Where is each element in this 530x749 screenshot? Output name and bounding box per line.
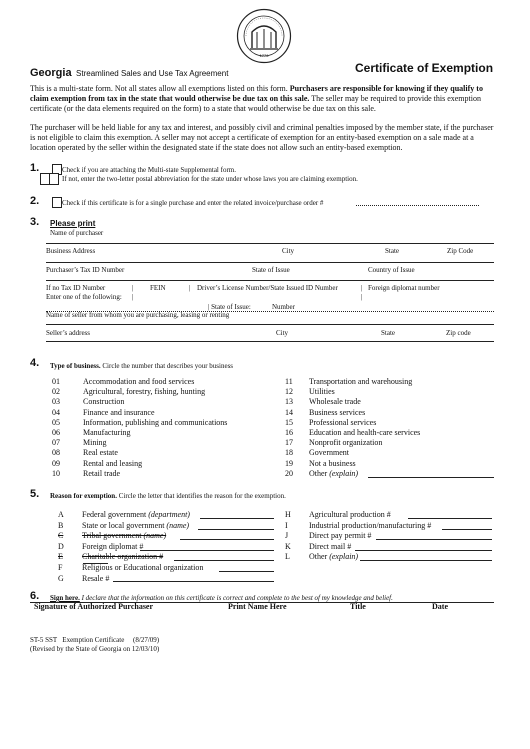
intro-paragraph-1: This is a multi-state form. Not all states allow all exemptions listed on this form. Purchasers are responsible for knowing if they qualify to claim exemption from tax in the state that would otherwise be due tax on this sale. The seller may be required to provide this exemption certificate (or the data elements required on the form) to a state that would otherwise be due tax on this sale. bbox=[30, 84, 483, 113]
business-type-row[interactable]: 11 Transportation and warehousing bbox=[285, 377, 413, 386]
business-zip-label: Zip Code bbox=[447, 247, 474, 255]
direct-mail-line[interactable] bbox=[355, 550, 492, 551]
religious-strike-mark bbox=[83, 563, 108, 564]
seller-name-line[interactable] bbox=[46, 324, 494, 325]
business-city-label: City bbox=[282, 247, 295, 255]
separator-bar: | bbox=[132, 284, 134, 292]
signature-label: Signature of Authorized Purchaser bbox=[34, 602, 154, 611]
date-label: Date bbox=[432, 602, 448, 611]
exemption-reasons-left bbox=[58, 510, 278, 584]
single-purchase-checkbox[interactable] bbox=[52, 197, 62, 208]
business-type-row[interactable]: 20 Other (explain) bbox=[285, 468, 359, 478]
form-id-footer: ST-5 SST Exemption Certificate (8/27/09) bbox=[30, 636, 160, 644]
reason-row-l[interactable]: L Other (explain) bbox=[285, 552, 359, 562]
section-2-number: 2. bbox=[30, 195, 40, 207]
georgia-state-seal bbox=[236, 8, 292, 64]
seller-state-label: State bbox=[381, 329, 395, 337]
section-3-number: 3. bbox=[30, 216, 40, 228]
sign-here-declaration: Sign here. I declare that the information on this certificate is correct and complete to the best of my knowledge and belief. bbox=[50, 594, 393, 602]
reason-row-h[interactable]: H Agricultural production # bbox=[285, 510, 391, 519]
reason-row-k[interactable]: K Direct mail # bbox=[285, 541, 352, 551]
reason-row-g[interactable]: G Resale # bbox=[58, 573, 110, 583]
reason-row-f[interactable]: F Religious or Educational organization bbox=[58, 562, 204, 572]
separator-bar: | bbox=[361, 293, 363, 301]
purchaser-name-line[interactable] bbox=[46, 243, 494, 244]
business-address-label: Business Address bbox=[46, 247, 96, 255]
reason-row-e[interactable]: E Charitable organization # bbox=[58, 552, 164, 562]
please-print-heading: Please print bbox=[50, 219, 96, 228]
purchaser-name-label: Name of purchaser bbox=[50, 229, 104, 237]
tax-id-country-label: Country of Issue bbox=[368, 266, 415, 274]
invoice-number-line[interactable] bbox=[356, 205, 479, 206]
business-type-row[interactable]: 16 Education and health-care services bbox=[285, 427, 421, 437]
reason-row-d[interactable]: D Foreign diplomat # bbox=[58, 541, 144, 551]
revision-footer: (Revised by the State of Georgia on 12/03/10) bbox=[30, 645, 160, 653]
tax-id-line[interactable] bbox=[46, 280, 494, 281]
drivers-license-label: Driver’s License Number/State Issued ID Number bbox=[197, 284, 338, 292]
business-type-row[interactable]: 18 Government bbox=[285, 448, 349, 458]
section-1-line-2: If not, enter the two-letter postal abbreviation for the state under whose laws you are claiming exemption. bbox=[62, 175, 358, 183]
separator-bar: | bbox=[132, 293, 134, 301]
seal-year: 1776 bbox=[259, 53, 269, 58]
fein-label: FEIN bbox=[150, 284, 166, 292]
charitable-org-line[interactable] bbox=[174, 560, 274, 561]
direct-pay-permit-line[interactable] bbox=[376, 539, 492, 540]
business-type-row[interactable]: 09 Rental and leasing bbox=[52, 458, 143, 468]
section-5-number: 5. bbox=[30, 488, 40, 500]
reason-row-c[interactable]: C Tribal government (name) bbox=[58, 531, 167, 541]
business-type-row[interactable]: 03 Construction bbox=[52, 397, 125, 407]
seller-name-label: Name of seller from whom you are purchasing, leasing or renting bbox=[46, 311, 230, 319]
reason-row-b[interactable]: B State or local government (name) bbox=[58, 520, 190, 530]
industrial-production-line[interactable] bbox=[442, 529, 492, 530]
title-label: Title bbox=[350, 602, 366, 611]
other-reason-explain-line[interactable] bbox=[360, 560, 492, 561]
section-1-line-1: Check if you are attaching the Multi-state Supplemental form. bbox=[62, 166, 236, 174]
business-type-row[interactable]: 14 Business services bbox=[285, 407, 366, 417]
business-type-row[interactable]: 04 Finance and insurance bbox=[52, 407, 155, 417]
tribal-govt-line[interactable] bbox=[180, 539, 274, 540]
business-types-right bbox=[285, 377, 495, 479]
foreign-diplomat-line[interactable] bbox=[140, 550, 274, 551]
business-type-row[interactable]: 08 Real estate bbox=[52, 448, 118, 458]
business-state-label: State bbox=[385, 247, 399, 255]
seller-address-label: Seller’s address bbox=[46, 329, 90, 337]
business-type-row[interactable]: 17 Nonprofit organization bbox=[285, 438, 383, 448]
enter-one-label: Enter one of the following: bbox=[46, 293, 122, 301]
section-5-heading: Reason for exemption. Circle the letter that identifies the reason for the exemption. bbox=[50, 492, 286, 500]
reason-row-a[interactable]: A Federal government (department) bbox=[58, 510, 190, 519]
business-address-line[interactable] bbox=[46, 262, 494, 263]
business-type-row[interactable]: 15 Professional services bbox=[285, 417, 377, 427]
business-types-left bbox=[52, 377, 282, 479]
tax-id-label: Purchaser’s Tax ID Number bbox=[46, 266, 125, 274]
tax-id-state-label: State of Issue bbox=[252, 266, 290, 274]
business-type-row[interactable]: 02 Agricultural, forestry, fishing, hunting bbox=[52, 387, 206, 397]
page-title: Certificate of Exemption bbox=[355, 61, 494, 75]
agricultural-production-line[interactable] bbox=[408, 518, 492, 519]
form-subtitle: Streamlined Sales and Use Tax Agreement bbox=[76, 69, 229, 78]
state-name: Georgia bbox=[30, 67, 72, 79]
seller-zip-label: Zip code bbox=[446, 329, 471, 337]
business-type-row[interactable]: 13 Wholesale trade bbox=[285, 397, 361, 407]
header-left bbox=[30, 63, 228, 81]
section-2-text: Check if this certificate is for a single purchase and enter the related invoice/purchase order # bbox=[62, 199, 324, 207]
resale-line[interactable] bbox=[113, 581, 274, 582]
business-type-row[interactable]: 19 Not a business bbox=[285, 458, 356, 468]
other-business-explain-line[interactable] bbox=[368, 477, 494, 478]
separator-bar: | bbox=[361, 284, 363, 292]
foreign-diplomat-number-label: Foreign diplomat number bbox=[368, 284, 440, 292]
business-type-row[interactable]: 05 Information, publishing and communications bbox=[52, 417, 228, 427]
seller-city-label: City bbox=[276, 329, 289, 337]
no-tax-id-label: If no Tax ID Number bbox=[46, 284, 106, 292]
business-type-row[interactable]: 07 Mining bbox=[52, 438, 107, 448]
religious-org-line[interactable] bbox=[219, 571, 274, 572]
business-type-row[interactable]: 10 Retail trade bbox=[52, 468, 121, 478]
section-4-heading: Type of business. Circle the number that describes your business bbox=[50, 362, 234, 370]
intro-paragraph-2: The purchaser will be held liable for any tax and interest, and possibly civil and criminal penalties imposed by the member state, if the purchaser is not eligible to claim this exemption. A seller may not accept a certificate of exemption for an entity-based exemption on a sale made at a location operated by the seller within the designated state if the state does not allow such an entity-based exemption. bbox=[30, 123, 494, 152]
reason-row-j[interactable]: J Direct pay permit # bbox=[285, 531, 372, 541]
separator-bar: | bbox=[189, 284, 191, 292]
number-inline-label: Number bbox=[272, 303, 295, 311]
reason-row-i[interactable]: I Industrial production/manufacturing # bbox=[285, 520, 432, 530]
state-issue-inline-label: | State of Issue: bbox=[208, 303, 251, 311]
federal-govt-line[interactable] bbox=[200, 518, 274, 519]
business-type-row[interactable]: 06 Manufacturing bbox=[52, 427, 131, 437]
state-abbrev-box-2[interactable] bbox=[49, 173, 59, 185]
section-4-number: 4. bbox=[30, 357, 40, 369]
business-type-row[interactable]: 12 Utilities bbox=[285, 387, 335, 397]
print-name-label: Print Name Here bbox=[228, 602, 287, 611]
state-local-govt-line[interactable] bbox=[198, 529, 274, 530]
section-6-number: 6. bbox=[30, 590, 40, 602]
section-1-number: 1. bbox=[30, 162, 40, 174]
business-type-row[interactable]: 01 Accommodation and food services bbox=[52, 377, 195, 386]
seller-address-line[interactable] bbox=[46, 341, 494, 342]
